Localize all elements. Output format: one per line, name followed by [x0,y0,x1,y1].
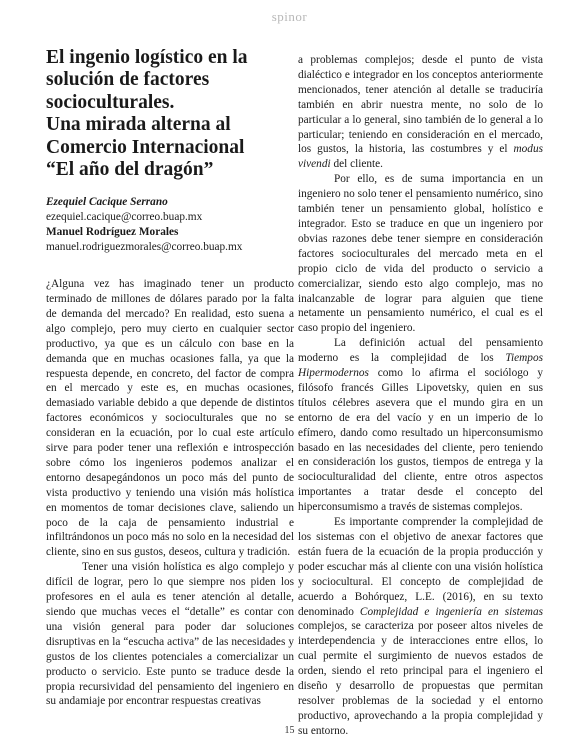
left-column [46,47,294,709]
article-title [46,47,294,181]
italic-term: Complejidad e ingeniería en sistemas [359,605,543,618]
running-header: spinor [271,9,308,24]
title-line: El ingenio logístico en la [46,47,248,68]
title-line: Comercio Internacional [46,136,245,158]
text-run: como lo afirma el sociólogo y filósofo francés Gilles Lipovetsky, quien en sus títulos célebres asevera que el mundo gira en un entorno de era del vacío y en un imperio de lo efímero, dando como resultado un hiperconsumismo basado en las necesidades del cliente, pero teniendo en consideración los gustos, tiempos de entrega y la socioculturalidad del cliente, entre otros aspectos importantes a tratar desde el concepto del hiperconsumismo a través de sistemas complejos. [298,367,543,514]
body-paragraph [298,53,543,172]
title-line: Una mirada alterna al [46,114,231,136]
text-run: complejos, se caracteriza por poseer altos niveles de interdependencia y de interacciones entre ellos, lo cual permite el surgimiento de nuevos estados de orden, siendo el reto principal para el ingeniero el diseño y desarrollo de propuestas que permitan resolver problemas de la sociedad y el entorno productivo, aprovechando a la propia complejidad y su entorno. [298,620,543,737]
italic-term: modus vivendi [298,143,543,171]
page-number: 15 [284,725,295,736]
author-name: Ezequiel Cacique Serrano [46,196,168,209]
author-email: ezequiel.cacique@correo.buap.mx [46,211,203,224]
italic-term: Tiempos Hipermodernos [298,352,543,380]
body-paragraph [298,336,543,515]
body-paragraph: Por ello, es de suma importancia en un ingeniero no solo tener el pensamiento numérico, sino también tener un pensamiento global, holístico e integrador. Esto se traduce en que un ingeniero por obvias razones debe tener siempre en consideración factores socioculturales del mercado meta en el propio ciclo de vida del producto o servicio a comercializar, siendo esto algo complejo, mas no inalcanzable de lograr para alguien que tiene netamente un pensamiento numérico, el cual es el caso propio del ingeniero. [298,173,543,335]
body-paragraph: Tener una visión holística es algo complejo y difícil de lograr, pero lo que siempre nos piden los profesores en el aula es tener atención al detalle, siendo que muchas veces el “detalle” es contar con una visión general para poder dar soluciones disruptivas en la “escucha activa” de las necesidades y gustos de los clientes potenciales a comercializar un producto o servicio. Este punto se traduce desde la propia recursividad del pensamiento del ingeniero en su andamiaje por encontrar respuestas creativas [46,561,294,708]
author-email: manuel.rodriguezmorales@correo.buap.mx [46,241,243,254]
title-line: socioculturales. [46,91,175,113]
title-line: “El año del dragón” [46,159,214,181]
text-run: a problemas complejos; desde el punto de vista dialéctico e integrador en los conceptos anteriormente mencionados, tener atención al detalle se traduciría también en abrir nuestra mente, no solo de lo particular a lo general, sino también de lo general a lo particular; teniendo en consideración en el mercado, los gustos, la historia, las costumbres y el [298,54,543,156]
body-paragraph: ¿Alguna vez has imaginado tener un producto terminado de millones de dólares parado por la falta de demanda del mercado? En realidad, esto suena a algo complejo, pero muy cierto en cualquier sector productivo, ya que es un cálculo con base en la demanda que en muchas ocasiones falla, ya que la respuesta depende, en concreto, del factor de compra en el mercado y este es, en muchas ocasiones, demasiado variable debido a que depende de distintos factores económicos y socioculturales que no se consideran en la ecuación, por lo cual este artículo sirve para poder tener una reflexión e introspección sobre cómo los ingenieros podemos analizar el entorno desapegándonos un poco más del punto de vista productivo y teniendo una visión más holística en momentos de tomar decisiones clave, saliendo un poco de la caja de pensamiento industrial e infiltrándonos un poco más no solo en la necesidad del cliente, sino en sus gustos, deseos, cultura y tradición. [46,278,294,559]
body-paragraph [298,515,543,739]
text-run: La definición actual del pensamiento moderno es la complejidad de los [298,337,543,365]
text-run: Es importante comprender la complejidad de los sistemas con el objetivo de anexar factores que están fuera de la ecuación de la propia producción y poder escuchar más al cliente con una visión holística y sociocultural. El concepto de complejidad de acuerdo a Bohórquez, L.E. (2016), en su texto denominado [298,516,543,618]
right-column [298,53,543,739]
title-line: solución de factores [46,69,210,91]
text-run: del cliente. [330,158,384,171]
author-block [46,195,294,255]
author-name: Manuel Rodríguez Morales [46,226,179,239]
